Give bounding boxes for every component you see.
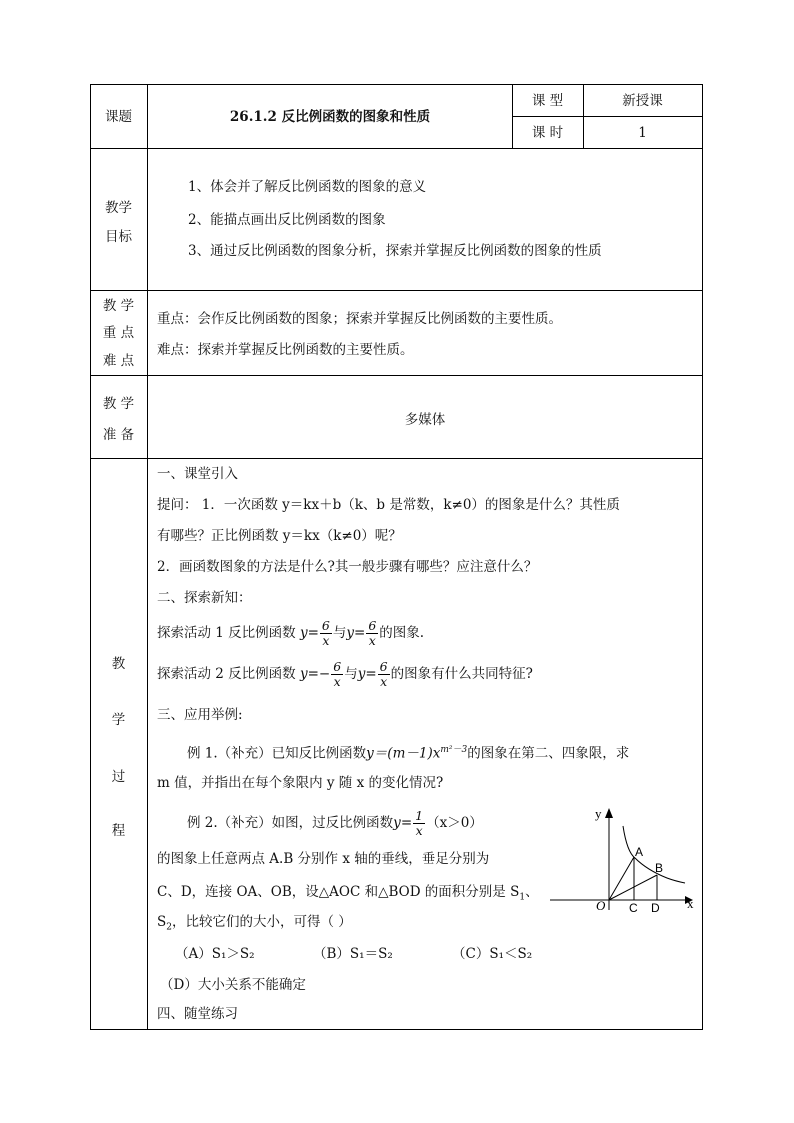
period-value: 1 <box>638 125 647 141</box>
option-d: （D）大小关系不能确定 <box>160 977 306 993</box>
label-y: y <box>595 806 602 821</box>
table-line-h4 <box>90 375 703 376</box>
fraction-6-over-x <box>331 660 343 689</box>
prep-value: 多媒体 <box>404 412 446 428</box>
lesson-title: 26.1.2 反比例函数的图象和性质 <box>229 109 431 125</box>
activity-2-mid: 与 <box>344 666 358 682</box>
goal-item-3: 3、通过反比例函数的图象分析，探索并掌握反比例函数的图象的性质 <box>188 243 602 259</box>
example-1-exponent: m²－3 <box>440 745 468 755</box>
label-d: D <box>651 901 660 915</box>
goals-label-2: 目标 <box>105 229 132 245</box>
question-2: 2．画函数图象的方法是什么?其一般步骤有哪些？应注意什么？ <box>157 559 538 575</box>
fraction-numerator: 6 <box>321 618 330 633</box>
fraction-numerator: 6 <box>368 618 377 633</box>
lesson-type-label: 课 型 <box>531 93 564 109</box>
section-4-title: 四、随堂练习 <box>157 1006 238 1022</box>
question-1-line-2: 有哪些？正比例函数 y＝kx（k≠0）呢？ <box>157 528 402 544</box>
option-a: （A）S₁＞S₂ <box>175 946 255 962</box>
table-label-column-line <box>147 84 148 1030</box>
keypoints-label-3: 难 点 <box>102 353 135 369</box>
label-a: A <box>635 845 644 859</box>
hyperbola-figure <box>545 800 700 920</box>
label-c: C <box>629 901 638 915</box>
process-label-3: 过 <box>111 769 126 785</box>
table-line-h5 <box>90 458 703 459</box>
process-label-2: 学 <box>111 712 126 728</box>
example-2-line-4 <box>157 913 352 937</box>
example-2-line-4-text: ，比较它们的大小，可得（ ） <box>171 914 352 930</box>
example-2-line-2: 的图象上任意两点 A.B 分别作 x 轴的垂线，垂足分别为 <box>157 851 490 867</box>
keypoints-label-1: 教 学 <box>102 298 135 314</box>
label-x: x <box>687 896 694 911</box>
s-letter: S <box>157 914 167 930</box>
equals-sign: = <box>354 625 366 641</box>
table-line-h3 <box>90 290 703 291</box>
activity-1-y1: y <box>299 625 308 641</box>
example-2-line-1 <box>187 808 483 838</box>
example-1-prefix: 例 1.（补充）已知反比例函数 <box>187 745 367 762</box>
key-point-text: 重点：会作反比例函数的图象；探索并掌握反比例函数的主要性质。 <box>157 311 562 327</box>
fraction-6-over-x <box>378 660 390 689</box>
activity-2-y2: y <box>357 666 366 682</box>
lesson-type-value: 新授课 <box>622 93 663 109</box>
example-1-line-1 <box>187 741 629 763</box>
fraction-6-over-x <box>320 619 332 648</box>
question-1-line-1: 提问： 1．一次函数 y＝kx＋b（k、b 是常数，k≠0）的图象是什么？其性质 <box>157 497 620 513</box>
table-line-h2 <box>90 148 703 149</box>
example-2-line-3 <box>157 883 539 907</box>
goals-label-1: 教学 <box>105 200 132 216</box>
label-b: B <box>655 861 664 875</box>
example-2-y: y <box>393 815 401 831</box>
table-line-h1 <box>512 116 703 117</box>
fraction-denominator: x <box>368 633 376 648</box>
equals-minus-sign: =− <box>307 666 331 682</box>
keypoints-label-2: 重 点 <box>102 325 135 341</box>
activity-1-mid: 与 <box>332 625 347 641</box>
table-border-left <box>90 84 91 1030</box>
prep-label-2: 准 备 <box>102 427 135 443</box>
section-1-title: 一、课堂引入 <box>157 466 238 482</box>
activity-2-suffix: 的图象有什么共同特征? <box>390 666 533 682</box>
goal-item-1: 1、体会并了解反比例函数的图象的意义 <box>188 179 427 195</box>
activity-2-y1: y <box>299 666 308 682</box>
equals-sign: = <box>365 666 377 682</box>
prep-label-1: 教 学 <box>102 396 135 412</box>
fraction-denominator: x <box>415 823 423 838</box>
goal-item-2: 2、能描点画出反比例函数的图象 <box>188 212 386 228</box>
example-1-expression: y＝(m－1)x <box>366 745 441 762</box>
topic-label: 课题 <box>105 109 132 125</box>
example-2-condition: （x＞0） <box>426 815 483 831</box>
option-c: （C）S₁＜S₂ <box>452 946 533 962</box>
equals-sign: = <box>400 815 413 831</box>
fraction-denominator: x <box>322 633 330 648</box>
example-1-suffix: 的图象在第二、四象限，求 <box>467 745 630 762</box>
subscript-2: 2 <box>166 922 172 933</box>
section-2-title: 二、探索新知： <box>157 590 252 606</box>
activity-2-prefix: 探索活动 2 反比例函数 <box>157 666 296 682</box>
fraction-numerator: 1 <box>415 808 424 823</box>
subscript-1: 1 <box>519 892 526 903</box>
activity-2 <box>157 659 533 689</box>
fraction-denominator: x <box>333 674 341 689</box>
equals-sign: = <box>307 625 319 641</box>
process-label-1: 教 <box>111 656 126 672</box>
process-label-4: 程 <box>111 823 126 839</box>
label-o: O <box>596 898 606 913</box>
option-b: （B）S₁＝S₂ <box>313 946 393 962</box>
example-2-prefix: 例 2.（补充）如图，过反比例函数 <box>187 815 394 831</box>
activity-1-prefix: 探索活动 1 反比例函数 <box>157 625 296 641</box>
hyperbola-curve <box>623 826 685 883</box>
table-border-bottom <box>90 1029 703 1030</box>
fraction-denominator: x <box>380 674 388 689</box>
activity-1-y2: y <box>346 625 355 641</box>
difficult-point-text: 难点：探索并掌握反比例函数的主要性质。 <box>157 342 414 358</box>
fraction-1-over-x <box>413 809 425 838</box>
section-3-title: 三、应用举例: <box>157 707 243 723</box>
comma: 、 <box>525 884 539 900</box>
period-label: 课 时 <box>531 125 564 141</box>
y-axis-arrow <box>605 808 613 818</box>
activity-1-suffix: 的图象. <box>379 625 425 641</box>
fraction-numerator: 6 <box>379 659 388 674</box>
fraction-numerator: 6 <box>333 659 342 674</box>
table-border-right <box>702 84 703 1030</box>
example-1-line-2: m 值，并指出在每个象限内 y 随 x 的变化情况? <box>157 775 444 791</box>
table-border-top <box>90 84 703 85</box>
activity-1 <box>157 618 424 648</box>
example-2-line-3-text: C、D，连接 OA、OB，设△AOC 和△BOD 的面积分别是 S <box>157 884 520 900</box>
fraction-6-over-x <box>366 619 378 648</box>
